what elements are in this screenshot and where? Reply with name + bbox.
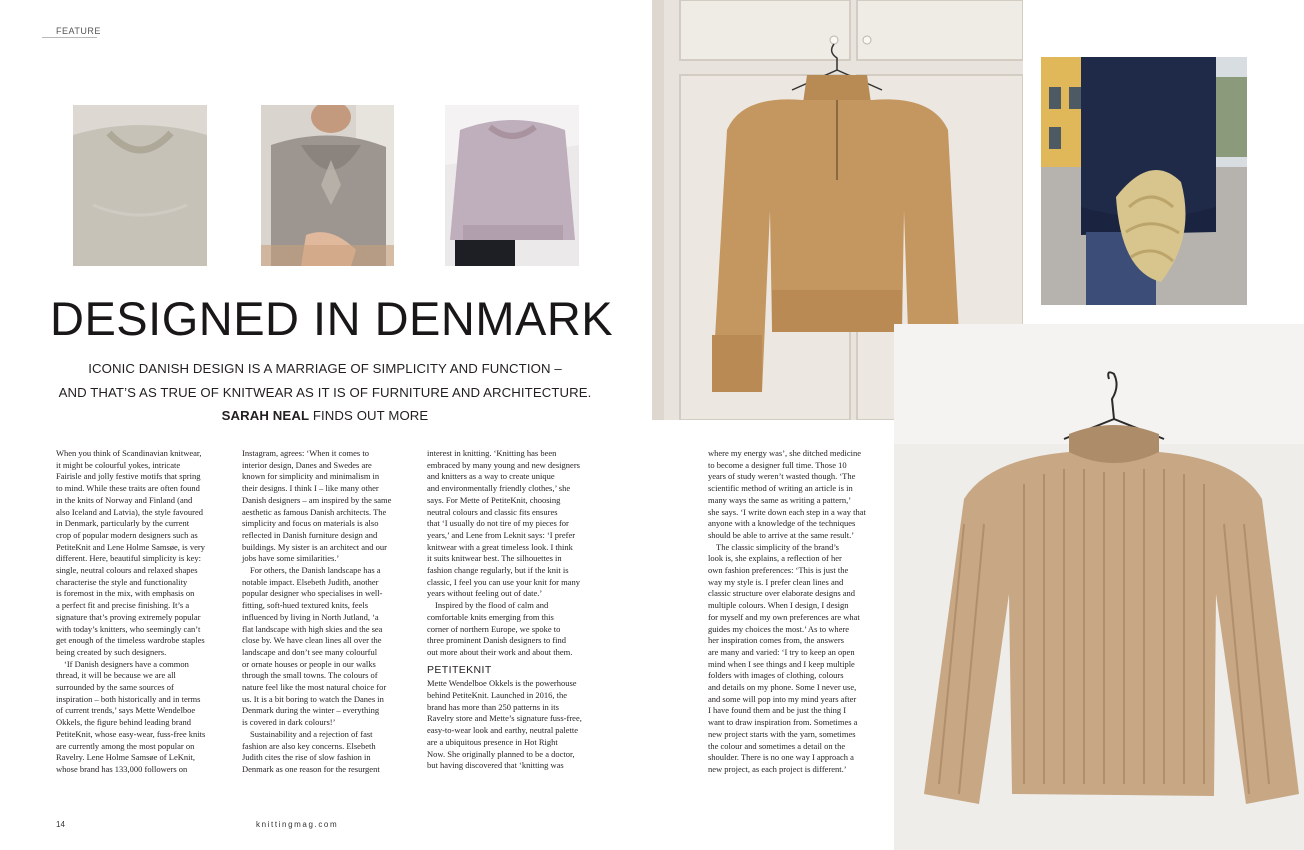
text-line: fitting, soft-hued textured knits, feels [242, 600, 369, 611]
grey-sweater-photo [73, 105, 207, 266]
section-label: FEATURE [42, 26, 97, 38]
text-line: single, neutral colours and relaxed shapes [56, 565, 198, 576]
text-line: popular designer who specialises in well- [242, 588, 383, 599]
text-line: Sustainability and a rejection of fast [250, 728, 373, 739]
text-line: with today’s knitters, who seemingly can’t [56, 623, 201, 634]
text-line: easy-to-wear look and earthy, neutral palette [427, 725, 578, 736]
text-line: multiple colours. When I design, I design [708, 600, 849, 611]
text-line: PetiteKnit and Lene Holme Samsøe, is very [56, 541, 205, 552]
standfirst-line-1: ICONIC DANISH DESIGN IS A MARRIAGE OF SIMPLICITY AND FUNCTION – [88, 361, 562, 376]
text-line: and environmentally friendly clothes,’ she [427, 483, 571, 494]
text-line: Ravelry store and Mette’s signature fuss-free, [427, 713, 582, 724]
text-line: embraced by many young and new designers [427, 459, 580, 470]
page-number: 14 [56, 820, 65, 829]
text-line: three prominent Danish designers to find [427, 635, 567, 646]
text-line: also Iceland and Latvia), the style favoured [56, 506, 204, 517]
text-line: and knitters as a way to create unique [427, 471, 555, 482]
text-line: get enough of the timeless wardrobe staples [56, 635, 205, 646]
text-line: should be able to arrive at the same result.’ [708, 529, 855, 540]
text-line: fashion are also key concerns. Elsebeth [242, 740, 376, 751]
text-line: ‘If Danish designers have a common [64, 658, 189, 669]
text-line: is covered in dark colours!’ [242, 717, 336, 728]
text-line: inspiration – both historically and in terms [56, 693, 201, 704]
text-line: flat landscape with high skies and the sea [242, 623, 383, 634]
ribbed-beige-sweater-on-hanger-photo [894, 324, 1304, 850]
text-line: Ravelry. Lene Holme Samsøe of LeKnit, [56, 752, 195, 763]
text-line: is foremost in the mix, with emphasis on [56, 588, 195, 599]
text-line: corner of northern Europe, we spoke to [427, 623, 561, 634]
text-line: look is, she explains, a reflection of her [708, 553, 842, 564]
text-line: PetiteKnit, whose easy-wear, fuss-free knits [56, 728, 206, 739]
text-line: whose brand has 133,000 followers on [56, 763, 188, 774]
text-line: or ornate houses or people in our walks [242, 658, 376, 669]
text-line: interior design, Danes and Swedes are [242, 459, 372, 470]
column-3 [427, 448, 599, 772]
text-line: behind PetiteKnit. Launched in 2016, the [427, 690, 567, 701]
text-line: Fairisle and jolly festive motifs that spring [56, 471, 201, 482]
text-line: brand has more than 250 patterns in its [427, 701, 559, 712]
text-line: Danish designers – am inspired by the same [242, 494, 392, 505]
byline-name: SARAH NEAL [221, 408, 310, 423]
text-line: Denmark as one reason for the resurgent [242, 763, 380, 774]
text-line: the colour and sometimes a detail on the [708, 740, 846, 751]
text-line: I have found them and be just the thing I [708, 705, 847, 716]
text-line: that ‘I usually do not tire of my pieces for [427, 518, 569, 529]
text-line: neutral colours and classic fits ensures [427, 506, 558, 517]
text-line: interest in knitting. ‘Knitting has been [427, 448, 557, 458]
navy-sweater-with-crochet-bag-photo [1041, 57, 1247, 305]
text-line: it suits knitwear best. The silhouettes in [427, 553, 562, 564]
standfirst-line-2: AND THAT’S AS TRUE OF KNITWEAR AS IT IS OF FURNITURE AND ARCHITECTURE. [58, 384, 592, 400]
text-line: landscape and don’t see many colourful [242, 646, 378, 657]
text-line: jobs have some similarities.’ [242, 553, 340, 564]
column-4 [708, 448, 880, 776]
text-line: The classic simplicity of the brand’s [716, 541, 839, 552]
text-line: Okkels, the figure behind leading brand [56, 717, 192, 728]
text-line: simplicity and focus on materials is also [242, 518, 379, 529]
text-line: many ways the same as writing a pattern,’ [708, 494, 852, 505]
text-line: new project starts with the yarn, sometimes [708, 728, 856, 739]
text-line: in the knits of Norway and Finland (and [56, 494, 193, 505]
text-line: characterise the style and functionality [56, 576, 188, 587]
column-1 [56, 448, 226, 776]
text-line: are a ubiquitous presence in Hot Right [427, 736, 558, 747]
text-line: comfortable knits emerging from this [427, 611, 554, 622]
text-line: for myself and my own preferences are what [708, 611, 860, 622]
text-line: to mind. While these traits are often found [56, 483, 200, 494]
text-line: anyone with a knowledge of the techniques [708, 518, 856, 529]
lace-yoke-sweater-photo [261, 105, 394, 266]
text-line: way my style is. I prefer clean lines and [708, 576, 844, 587]
text-line: it might be colourful yokes, intricate [56, 459, 181, 470]
text-line: where my energy was’, she ditched medicine [708, 448, 862, 458]
byline-rest: FINDS OUT MORE [309, 408, 429, 423]
text-line: to become a designer full time. Those 10 [708, 459, 847, 470]
column-2 [242, 448, 412, 776]
text-line: folders with images of clothing, colours [708, 670, 844, 681]
text-line: close by. We have clean lines all over the [242, 635, 382, 646]
text-line: surrounded by the same sources of [56, 682, 174, 693]
text-line: signature that’s proving extremely popular [56, 611, 201, 622]
text-line: and details on my phone. Some I never use, [708, 682, 857, 693]
text-line: mind when I see things and I keep multiple [708, 658, 855, 669]
text-line: her inspiration comes from, the answers [708, 635, 844, 646]
text-line: aesthetic as famous Danish architects. The [242, 506, 387, 517]
byline [40, 404, 610, 428]
standfirst [40, 357, 610, 428]
text-line: shoulder. There is no one way I approach a [708, 752, 854, 763]
text-line: are currently among the most popular on [56, 740, 195, 751]
text-line: knitwear with a great timeless look. I think [427, 541, 573, 552]
text-line: buildings. My sister is an architect and our [242, 541, 387, 552]
text-line: When you think of Scandinavian knitwear, [56, 448, 202, 458]
text-line: us. It is a bit boring to watch the Danes in [242, 693, 384, 704]
text-line: fashion change regularly, but if the knit is [427, 565, 569, 576]
text-line: their designs. I think I – like many other [242, 483, 379, 494]
text-line: she says. ‘I write down each step in a way that [708, 506, 866, 517]
text-line: are many and varied: ‘I try to keep an open [708, 646, 855, 657]
text-line: being created by such designers. [56, 646, 167, 657]
text-line: For others, the Danish landscape has a [250, 565, 381, 576]
text-line: Judith cites the rise of slow fashion in [242, 752, 371, 763]
text-line: of current trends,’ says Mette Wendelboe [56, 705, 196, 716]
text-line: different. Here, beautiful simplicity is key: [56, 553, 202, 564]
subheading-petiteknit: PETITEKNIT [427, 663, 492, 676]
text-line: out more about their work and about them. [427, 646, 573, 657]
text-line: influenced by living in North Jutland, ‘a [242, 611, 379, 622]
text-line: Inspired by the flood of calm and [435, 600, 549, 611]
text-line: says. For Mette of PetiteKnit, choosing [427, 494, 561, 505]
column-3-part-b [427, 678, 599, 772]
text-line: classic, I feel you can use your knit for many [427, 576, 580, 587]
text-line: known for simplicity and minimalism in [242, 471, 380, 482]
text-line: nature feel like the most natural choice for [242, 682, 387, 693]
text-line: classic structure over elaborate designs and [708, 588, 856, 599]
text-line: want to draw inspiration from. Sometimes a [708, 717, 858, 728]
text-line: Now. She originally planned to be a doctor, [427, 748, 575, 759]
text-line: guides my choices the most.’ As to where [708, 623, 850, 634]
text-line: reflected in Danish furniture design and [242, 529, 378, 540]
text-line: and some will pop into my mind years after [708, 693, 857, 704]
text-line: years,’ and Lene from Leknit says: ‘I prefer [427, 529, 576, 540]
text-line: Instagram, agrees: ‘When it comes to [242, 448, 369, 458]
lilac-sweater-photo [445, 105, 579, 266]
text-line: crop of popular modern designers such as [56, 529, 198, 540]
text-line: own fashion preferences: ‘This is just the [708, 565, 849, 576]
text-line: Mette Wendelboe Okkels is the powerhouse [427, 678, 577, 689]
website-url: knittingmag.com [256, 820, 339, 829]
text-line: in Denmark, particularly by the current [56, 518, 190, 529]
text-line: but having discovered that ‘knitting was [427, 760, 564, 771]
headline: DESIGNED IN DENMARK [50, 292, 614, 345]
column-3-part-a [427, 448, 599, 659]
text-line: new project, as each project is different.’ [708, 763, 847, 774]
text-line: thread, it will be because we are all [56, 670, 176, 681]
text-line: years of study weren’t wasted though. ‘The [708, 471, 856, 482]
text-line: years without feeling out of date.’ [427, 588, 543, 599]
text-line: Denmark during the winter – everything [242, 705, 380, 716]
text-line: a perfect fit and precise finishing. It’s a [56, 600, 190, 611]
text-line: scientific method of writing an article is in [708, 483, 853, 494]
text-line: through the small towns. The colours of [242, 670, 378, 681]
text-line: notable impact. Elsebeth Judith, another [242, 576, 379, 587]
